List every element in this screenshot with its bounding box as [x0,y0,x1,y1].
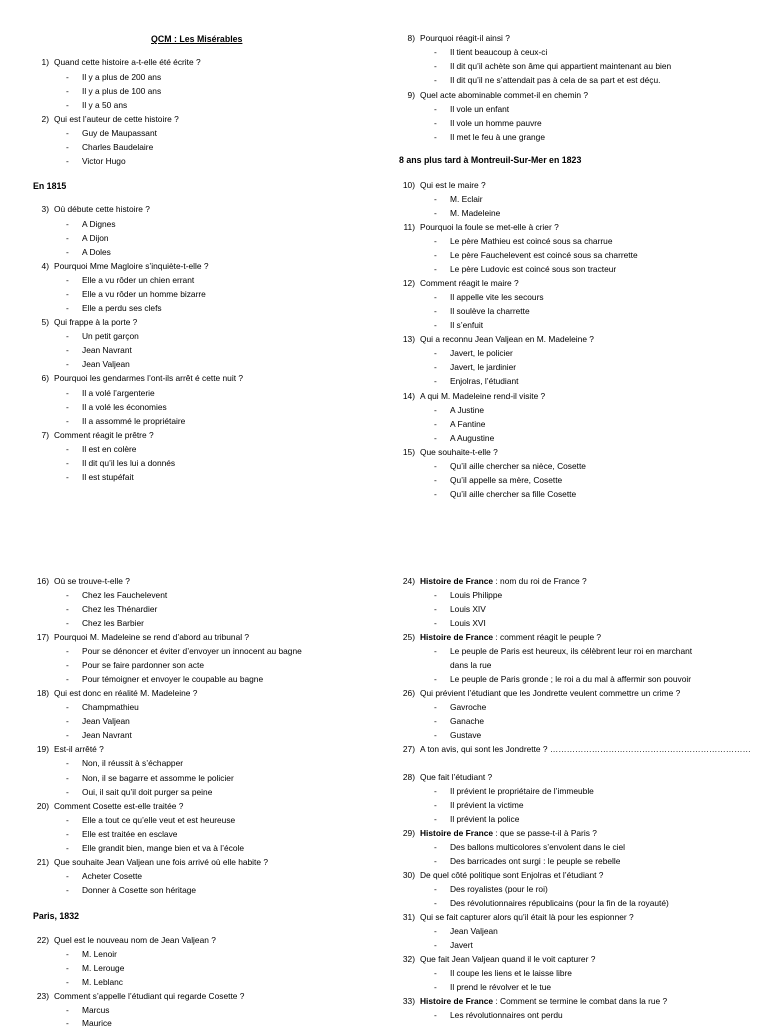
option-text: Il est stupéfait [82,472,134,482]
option-dash: - [66,674,69,684]
option-dash: - [434,118,437,128]
option-dash: - [434,320,437,330]
option-dash: - [66,247,69,257]
option-text: M. Lerouge [82,963,125,973]
question-text: Pourquoi réagit-il ainsi ? [420,33,510,43]
option-text: Elle a vu rôder un chien errant [82,275,195,285]
question-text: Pourquoi les gendarmes l’ont-ils arrêt é cette nuit ? [54,373,244,383]
option-text: Maurice [82,1018,112,1028]
option-dash: - [66,977,69,987]
question-text: Que souhaite Jean Valjean une fois arrivé où elle habite ? [54,857,269,867]
option-text: Jean Valjean [82,716,130,726]
question-text: Pourquoi la foule se met-elle à crier ? [420,222,559,232]
question-q7 [33,431,154,439]
option-text: Il prend le révolver et le tue [450,982,552,992]
question-text: Que souhaite-t-elle ? [420,447,498,457]
question-text: A qui M. Madeleine rend-il visite ? [420,391,546,401]
question-text: Comment s’appelle l’étudiant qui regarde Cosette ? [54,991,245,1001]
option-text: Chez les Fauchelevent [82,590,168,600]
option-dash: - [434,250,437,260]
option-dash: - [434,814,437,824]
option-text: Acheter Cosette [82,871,143,881]
question-number: 1) [41,57,49,67]
option-dash: - [66,331,69,341]
question-number: 8) [407,33,415,43]
option-dash: - [434,194,437,204]
option-text: Il appelle vite les secours [450,292,544,302]
question-number: 27) [402,744,415,754]
question-number: 30) [402,870,415,880]
question-number: 22) [36,935,49,945]
option-text: Pour se dénoncer et éviter d’envoyer un innocent au bagne [82,646,302,656]
option-text: Qu’il aille chercher sa nièce, Cosette [450,461,586,471]
option-text: Donner à Cosette son héritage [82,885,197,895]
option-text: Javert, le jardinier [450,362,517,372]
option-text: Il soulève la charrette [450,306,530,316]
question-text: : Comment se termine le combat dans la rue ? [493,996,668,1006]
option-text: Il s’enfuit [450,320,484,330]
question-text: Où se trouve-t-elle ? [54,576,130,586]
question-q1 [33,58,201,66]
question-number: 33) [402,996,415,1006]
option-dash: - [434,419,437,429]
question-text: Qui est l’auteur de cette histoire ? [54,114,179,124]
option-text: Javert, le policier [450,348,513,358]
question-number: 17) [36,632,49,642]
option-dash: - [434,604,437,614]
option-text: Des révolutionnaires républicains (pour la fin de la royauté) [450,898,669,908]
option-text: Javert [450,940,473,950]
option-dash: - [434,590,437,600]
option-dash: - [66,604,69,614]
question-text: Qui est donc en réalité M. Madeleine ? [54,688,198,698]
option-dash: - [434,405,437,415]
question-number: 11) [403,222,415,232]
question-text: De quel côté politique sont Enjolras et l’étudiant ? [420,870,604,880]
question-text: Pourquoi Mme Magloire s’inquiète-t-elle ? [54,261,209,271]
option-dash: - [434,856,437,866]
option-dash: - [66,402,69,412]
option-dash: - [66,730,69,740]
option-dash: - [66,963,69,973]
option-dash: - [66,618,69,628]
question-q4 [33,262,209,270]
question-number: 4) [41,261,49,271]
question-q28 [399,773,492,781]
question-number: 10) [402,180,415,190]
option-text: Il vole un homme pauvre [450,118,542,128]
option-dash: - [66,885,69,895]
option-text: Il prévient la victime [450,800,524,810]
question-text: Où débute cette histoire ? [54,204,150,214]
option-dash: - [66,72,69,82]
question-text: Que fait l’étudiant ? [420,772,493,782]
option-text: Non, il se bagarre et assomme le policier [82,773,234,783]
option-dash: - [66,1018,69,1028]
option-dash: - [434,348,437,358]
option-text: Il est en colère [82,444,137,454]
question-q16 [33,577,130,585]
question-q30 [399,871,603,879]
question-q23 [33,992,244,1000]
option-text: M. Eclair [450,194,483,204]
question-text: Qui prévient l’étudiant que les Jondrette veulent commettre un crime ? [420,688,681,698]
question-q17 [33,633,249,641]
option-text: Il y a 50 ans [82,100,128,110]
question-q2 [33,115,179,123]
option-text: Elle a tout ce qu’elle veut et est heureuse [82,815,236,825]
question-number: 28) [402,772,415,782]
question-q6 [33,374,243,382]
option-text: Jean Navrant [82,345,132,355]
option-text: Champmathieu [82,702,139,712]
option-dash: - [434,926,437,936]
question-number: 20) [36,801,49,811]
question-number: 3) [41,204,49,214]
question-number: 21) [36,857,49,867]
option-dash: - [66,86,69,96]
option-dash: - [434,898,437,908]
question-q18 [33,689,197,697]
option-text: Enjolras, l’étudiant [450,376,519,386]
question-q8 [399,34,510,42]
question-text: Qui se fait capturer alors qu’il était là pour les espionner ? [420,912,634,922]
option-dash: - [66,345,69,355]
option-text: A Fantine [450,419,486,429]
option-dash: - [66,758,69,768]
question-q26 [399,689,680,697]
question-q14 [399,392,545,400]
option-text: Louis Philippe [450,590,503,600]
option-text: Qu’il appelle sa mère, Cosette [450,475,563,485]
option-dash: - [66,1005,69,1015]
option-dash: - [434,702,437,712]
option-text: Louis XIV [450,604,486,614]
option-dash: - [434,61,437,71]
option-dash: - [66,156,69,166]
option-dash: - [434,940,437,950]
option-dash: - [434,982,437,992]
option-text: Il met le feu à une grange [450,132,545,142]
option-text: Il y a plus de 200 ans [82,72,162,82]
question-text: Quand cette histoire a-t-elle été écrite ? [54,57,201,67]
option-dash: - [66,829,69,839]
question-number: 19) [36,744,49,754]
option-dash: - [434,1010,437,1020]
question-number: 14) [402,391,415,401]
option-text: Chez les Barbier [82,618,144,628]
option-text: Il a volé les économies [82,402,167,412]
option-dash: - [66,444,69,454]
option-text: Le père Fauchelevent est coincé sous sa charrette [450,250,638,260]
histoire-de-france-label: Histoire de France [420,828,494,838]
question-number: 16) [36,576,49,586]
option-text: Les révolutionnaires ont perdu [450,1010,563,1020]
section-1823: 8 ans plus tard à Montreuil-Sur-Mer en 1823 [399,155,582,165]
option-dash: - [434,475,437,485]
question-q33 [399,997,667,1005]
option-text: Pour se faire pardonner son acte [82,660,204,670]
question-text: Quel acte abominable commet-il en chemin ? [420,90,589,100]
option-dash: - [66,128,69,138]
option-text: Qu’il aille chercher sa fille Cosette [450,489,577,499]
option-dash: - [434,264,437,274]
question-q3 [33,205,150,213]
question-text: Qui frappe à la porte ? [54,317,138,327]
question-number: 6) [41,373,49,383]
option-text: Il a volé l’argenterie [82,388,155,398]
option-dash: - [66,275,69,285]
option-dash: - [66,100,69,110]
option-dash: - [66,660,69,670]
option-dash: - [434,489,437,499]
question-number: 26) [402,688,415,698]
option-text: Il prévient le propriétaire de l’immeuble [450,786,594,796]
option-dash: - [66,716,69,726]
option-text: Jean Navrant [82,730,132,740]
question-number: 29) [402,828,415,838]
option-text: Il prévient la police [450,814,520,824]
option-dash: - [434,646,437,656]
option-dash: - [434,376,437,386]
question-text: Quel est le nouveau nom de Jean Valjean ? [54,935,216,945]
option-text: A Doles [82,247,111,257]
option-dash: - [66,233,69,243]
option-dash: - [66,843,69,853]
option-dash: - [66,303,69,313]
option-text: Guy de Maupassant [82,128,157,138]
option-text: Gavroche [450,702,487,712]
question-text: Que fait Jean Valjean quand il le voit capturer ? [420,954,596,964]
question-number: 24) [402,576,415,586]
question-q5 [33,318,137,326]
option-dash: - [434,433,437,443]
option-dash: - [66,472,69,482]
histoire-de-france-label: Histoire de France [420,576,494,586]
question-number: 13) [402,334,415,344]
question-number: 32) [402,954,415,964]
question-q9 [399,91,588,99]
question-q19 [33,745,104,753]
option-text: Ganache [450,716,484,726]
option-text: A Justine [450,405,484,415]
question-text: Est-il arrêté ? [54,744,104,754]
question-number: 12) [402,278,415,288]
question-number: 25) [402,632,415,642]
option-dash: - [66,702,69,712]
option-dash: - [434,236,437,246]
option-text: Il tient beaucoup à ceux-ci [450,47,548,57]
option-text: Il dit qu’il les lui a donnés [82,458,176,468]
option-dash: - [66,142,69,152]
option-dash: - [434,674,437,684]
question-number: 23) [36,991,49,1001]
option-text: Jean Valjean [450,926,498,936]
option-dash: - [66,787,69,797]
option-text: Il a assommé le propriétaire [82,416,186,426]
option-text: Il y a plus de 100 ans [82,86,162,96]
option-dash: - [66,289,69,299]
option-dash: - [434,884,437,894]
histoire-de-france-label: Histoire de France [420,632,494,642]
option-dash: - [434,786,437,796]
option-dash: - [66,359,69,369]
option-text: Elle grandit bien, mange bien et va à l’école [82,843,245,853]
option-text: Un petit garçon [82,331,139,341]
option-dash: - [434,362,437,372]
question-q32 [399,955,595,963]
option-text: Il dit qu’il ne s’attendait pas à cela de sa part et est déçu. [450,75,661,85]
option-dash: - [66,815,69,825]
section-1832: Paris, 1832 [33,911,79,921]
option-dash: - [434,47,437,57]
question-q29 [399,829,597,837]
question-text: Comment réagit le prêtre ? [54,430,154,440]
option-text: A Augustine [450,433,495,443]
option-text: Le père Mathieu est coincé sous sa charrue [450,236,613,246]
option-text: Non, il réussit à s’échapper [82,758,184,768]
option-dash: - [434,306,437,316]
question-q22 [33,936,216,944]
question-q13 [399,335,594,343]
question-text: : comment réagit le peuple ? [493,632,602,642]
option-text: Le peuple de Paris est heureux, ils célèbrent leur roi en marchant [450,646,693,656]
question-text: Comment Cosette est-elle traitée ? [54,801,184,811]
option-dash: - [66,458,69,468]
question-q10 [399,181,486,189]
option-text: A Dijon [82,233,109,243]
option-text: Gustave [450,730,482,740]
option-text: Des royalistes (pour le roi) [450,884,548,894]
option-dash: - [434,842,437,852]
question-number: 31) [402,912,415,922]
question-number: 15) [402,447,415,457]
option-text: Elle a perdu ses clefs [82,303,162,313]
option-dash: - [66,773,69,783]
question-q20 [33,802,183,810]
question-q12 [399,279,519,287]
section-1815: En 1815 [33,181,67,191]
option-dash: - [434,968,437,978]
option-dash: - [434,730,437,740]
question-text: Pourquoi M. Madeleine se rend d’abord au tribunal ? [54,632,250,642]
question-number: 2) [41,114,49,124]
option-text: Marcus [82,1005,110,1015]
option-text: Pour témoigner et envoyer le coupable au bagne [82,674,264,684]
option-text: Des barricades ont surgi : le peuple se rebelle [450,856,621,866]
option-text: Il vole un enfant [450,104,510,114]
question-q15 [399,448,498,456]
option-dash: - [434,800,437,810]
option-text: Jean Valjean [82,359,130,369]
question-q21 [33,858,268,866]
option-dash: - [66,388,69,398]
question-text: Qui a reconnu Jean Valjean en M. Madeleine ? [420,334,594,344]
option-dash: - [66,871,69,881]
option-dash: - [434,292,437,302]
option-text: M. Lenoir [82,949,117,959]
question-text: : nom du roi de France ? [493,576,587,586]
option-text: A Dignes [82,219,116,229]
option-text: M. Madeleine [450,208,501,218]
question-number: 7) [41,430,49,440]
option-text: Il dit qu’il achète son âme qui appartient maintenant au bien [450,61,672,71]
option-dash: - [66,646,69,656]
question-q11 [399,223,559,231]
option-text: Louis XVI [450,618,486,628]
question-q31 [399,913,634,921]
option-text: Le peuple de Paris gronde ; le roi a du mal à affermir son pouvoir [450,674,691,684]
option-text: Il coupe les liens et le laisse libre [450,968,572,978]
option-text: Victor Hugo [82,156,126,166]
question-text: A ton avis, qui sont les Jondrette ? ……………………………………………………………… [420,744,751,754]
option-dash: - [434,618,437,628]
option-text: M. Leblanc [82,977,123,987]
option-dash: - [434,132,437,142]
option-text: Le père Ludovic est coincé sous son tracteur [450,264,617,274]
page-title: QCM : Les Misérables [151,34,243,44]
option-dash: - [434,716,437,726]
option-dash: - [66,219,69,229]
question-q27 [399,745,751,753]
option-text: dans la rue [450,660,492,670]
option-dash: - [66,416,69,426]
question-q24 [399,577,587,585]
question-text: : que se passe-t-il à Paris ? [493,828,597,838]
histoire-de-france-label: Histoire de France [420,996,494,1006]
option-text: Charles Baudelaire [82,142,154,152]
question-text: Qui est le maire ? [420,180,486,190]
option-dash: - [434,75,437,85]
option-text: Elle a vu rôder un homme bizarre [82,289,206,299]
question-text: Comment réagit le maire ? [420,278,519,288]
question-number: 18) [36,688,49,698]
option-text: Oui, il sait qu’il doit purger sa peine [82,787,213,797]
question-number: 5) [41,317,49,327]
question-q25 [399,633,601,641]
option-text: Des ballons multicolores s’envolent dans le ciel [450,842,626,852]
option-dash: - [66,949,69,959]
option-dash: - [434,208,437,218]
option-text: Chez les Thénardier [82,604,158,614]
question-number: 9) [407,90,415,100]
option-dash: - [434,104,437,114]
option-dash: - [66,590,69,600]
option-dash: - [434,461,437,471]
option-text: Elle est traitée en esclave [82,829,178,839]
